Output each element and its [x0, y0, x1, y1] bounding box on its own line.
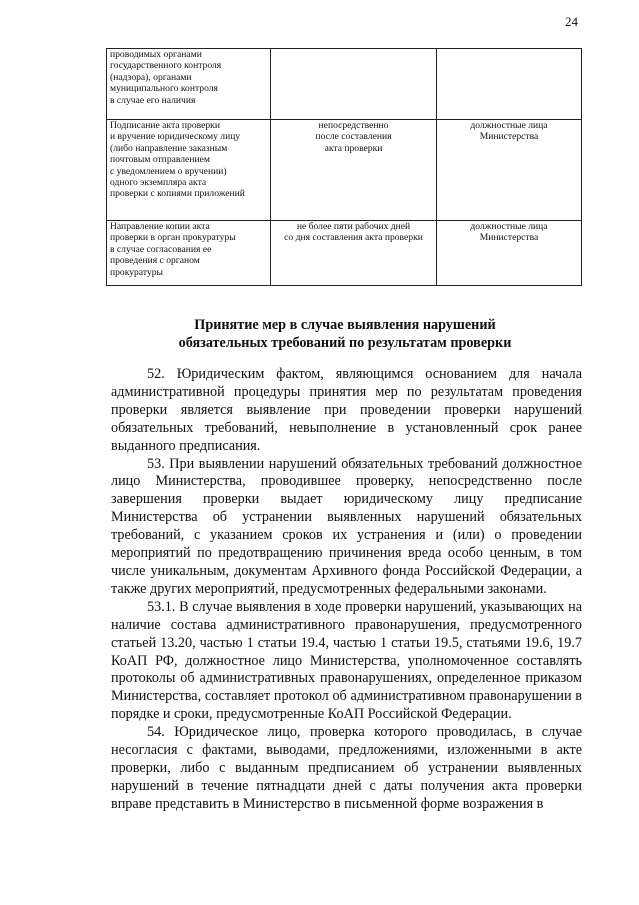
responsible-cell	[437, 221, 582, 286]
term-cell	[271, 120, 437, 221]
procedure-table	[106, 48, 582, 286]
table-row	[107, 120, 582, 221]
cell-text: проводимых органами государственного контроля (надзора), органами муниципального контроля в случае его наличия	[110, 49, 222, 106]
cell-text: Направление копии акта проверки в орган прокуратуры в случае согласования ее проведения с органом прокуратуры	[110, 221, 236, 278]
document-body	[111, 366, 582, 814]
cell-text: Подписание акта проверки и вручение юридическому лицу (либо направление заказным почтовым отправлением с уведомлением о вручении) одного экземпляра акта проверки с копиями приложений	[110, 120, 245, 200]
action-cell	[107, 221, 271, 286]
heading-line: Принятие мер в случае выявления нарушений	[194, 317, 496, 333]
cell-text: должностные лица Министерства	[470, 120, 548, 143]
page-number: 24	[565, 14, 578, 29]
term-cell	[271, 49, 437, 120]
heading-line: обязательных требований по результатам проверки	[178, 335, 512, 351]
paragraph-53-1: 53.1. В случае выявления в ходе проверки нарушений, указывающих на наличие состава административного правонарушения, предусмотренного статьей 13.20, частью 1 статьи 19.4, частью 1 статьи 19.5, статьями 19.6, 19.7 КоАП РФ, должностное лицо Министерства, уполномоченное составлять протоколы об административных правонарушениях, определенное приказом Министерства, составляет протокол об административном правонарушении в порядке и сроки, предусмотренные КоАП Российской Федерации.	[111, 598, 582, 723]
table-row	[107, 49, 582, 120]
term-cell	[271, 221, 437, 286]
action-cell	[107, 120, 271, 221]
cell-text: непосредственно после составления акта проверки	[315, 120, 392, 154]
paragraph-53: 53. При выявлении нарушений обязательных требований должностное лицо Министерства, проводившее проверку, непосредственно после завершения проверки выдает юридическому лицу предписание Министерства об устранении выявленных нарушений обязательных требований, с указанием сроков их устранения и (или) о проведении мероприятий по предотвращению причинения вреда особо ценным, в том числе уникальным, документам Архивного фонда Российской Федерации, а также других мероприятий, предусмотренных федеральными законами.	[111, 455, 582, 597]
paragraph-52: 52. Юридическим фактом, являющимся основанием для начала административной процедуры принятия мер по результатам проведения проверки является выявление при проведении проверки нарушений обязательных требований, невыполнение в установленный срок ранее выданного предписания.	[111, 366, 582, 454]
action-cell	[107, 49, 271, 120]
cell-text: должностные лица Министерства	[470, 221, 548, 244]
responsible-cell	[437, 120, 582, 221]
paragraph-54: 54. Юридическое лицо, проверка которого проводилась, в случае несогласия с фактами, выводами, предложениями, изложенными в акте проверки, либо с выданным предписанием об устранении выявленных нарушений в течение пятнадцати дней с даты получения акта проверки вправе представить в Министерство в письменной форме возражения в	[111, 724, 582, 812]
table-row	[107, 221, 582, 286]
section-heading	[110, 316, 580, 352]
cell-text: не более пяти рабочих дней со дня составления акта проверки	[284, 221, 423, 244]
responsible-cell	[437, 49, 582, 120]
